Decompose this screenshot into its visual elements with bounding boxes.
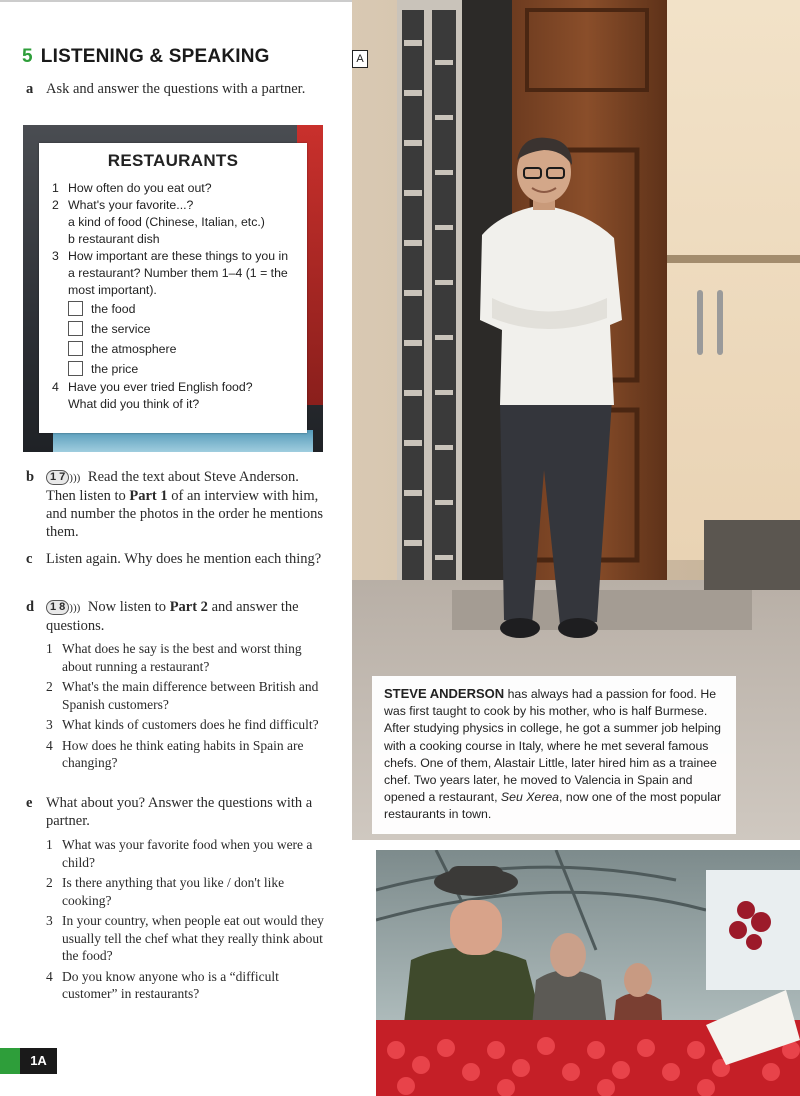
ranking-item-service (39, 319, 307, 339)
part-a (26, 80, 326, 98)
q-number: 3 (46, 717, 53, 732)
audio-track-number: 1 8 (50, 601, 66, 613)
part-d-body (46, 598, 326, 635)
part-d-text-1: Now listen to (84, 599, 170, 615)
q-text: What's the main difference between British and Spanish customers? (62, 679, 319, 712)
market-photo (376, 850, 800, 1096)
q-number: 1 (46, 641, 53, 656)
restaurants-q2-b: b restaurant dish (68, 232, 160, 246)
q-text: Is there anything that you like / don't like cooking? (62, 875, 285, 908)
section-heading (22, 46, 270, 68)
q-text: How does he think eating habits in Spain are changing? (62, 737, 304, 770)
part-a-text: Ask and answer the questions with a partner. (46, 81, 306, 97)
part-b-text-1: Read the text about Steve Anderson. Then listen to (46, 469, 299, 504)
bio-text-2: , now one of the most popular restaurants in town. (384, 790, 722, 822)
list-item (46, 678, 331, 713)
ranking-label: the atmosphere (91, 342, 177, 356)
part-b-letter: b (26, 469, 35, 485)
audio-wave-icon: ))) (69, 472, 81, 484)
audio-track-badge[interactable] (46, 470, 69, 485)
part-e-text: What about you? Answer the questions with a partner. (46, 795, 313, 829)
q-number: 4 (46, 737, 53, 753)
restaurants-q4 (39, 379, 283, 413)
bio-restaurant-name: Seu Xerea (500, 790, 560, 805)
ranking-label: the food (91, 302, 136, 316)
list-item (46, 640, 331, 675)
q-number: 4 (52, 380, 59, 394)
q-number: 3 (46, 913, 53, 928)
part-d-bold: Part 2 (169, 599, 208, 615)
q-number: 2 (46, 875, 53, 890)
part-c-letter: c (26, 551, 33, 567)
page-number: 1A (20, 1048, 57, 1074)
ranking-item-food (39, 299, 307, 319)
page-number-badge (0, 1048, 57, 1074)
q-text: Have you ever tried English food? What did you think of it? (68, 380, 253, 411)
section-number: 5 (22, 46, 33, 67)
q-text: What kinds of customers does he find difficult? (62, 717, 319, 732)
part-d-letter: d (26, 599, 35, 615)
q-text: How often do you eat out? (68, 181, 212, 195)
restaurants-questionnaire-card (39, 143, 307, 433)
list-item (46, 716, 331, 734)
ranking-checkbox[interactable] (68, 341, 83, 356)
audio-wave-icon: ))) (69, 602, 81, 614)
list-item (46, 874, 331, 909)
part-c (26, 550, 326, 568)
part-b-bold: Part 1 (129, 488, 168, 504)
restaurants-q1 (39, 180, 307, 197)
ranking-checkbox[interactable] (68, 361, 83, 376)
list-item (46, 836, 331, 871)
part-b-text-2: of an interview with him, and number the photos in the order he mentions them. (46, 488, 324, 540)
bio-name: STEVE ANDERSON (384, 686, 505, 701)
audio-track-number: 1 7 (50, 471, 66, 483)
part-d-questions (46, 640, 331, 775)
ranking-label: the service (91, 322, 151, 336)
ranking-item-atmosphere (39, 339, 307, 359)
part-c-text: Listen again. Why does he mention each thing? (46, 551, 322, 567)
part-b-body (46, 468, 326, 541)
ranking-label: the price (91, 362, 139, 376)
blue-light-decor (53, 430, 313, 452)
q-text: What's your favorite...? (68, 198, 194, 212)
market-photo-illustration (376, 850, 800, 1096)
list-item (46, 737, 331, 772)
part-e-letter: e (26, 795, 33, 811)
part-e-questions (46, 836, 331, 1006)
part-e (26, 794, 326, 830)
q-number: 2 (52, 198, 59, 212)
q-number: 1 (46, 837, 53, 852)
q-text: Do you know anyone who is a “difficult customer” in restaurants? (62, 968, 279, 1001)
steve-anderson-bio (372, 676, 736, 834)
page-badge-accent (0, 1048, 20, 1074)
exercise-column (0, 0, 345, 1096)
q-number: 2 (46, 679, 53, 694)
ranking-item-price (39, 359, 307, 379)
audio-track-badge[interactable] (46, 600, 69, 615)
restaurants-q3 (39, 248, 293, 299)
list-item (46, 912, 331, 965)
q-number: 4 (46, 968, 53, 984)
section-title: LISTENING & SPEAKING (40, 46, 270, 67)
restaurants-title: RESTAURANTS (107, 151, 239, 170)
q-text: What was your favorite food when you were a child? (62, 837, 313, 870)
ranking-checkbox[interactable] (68, 321, 83, 336)
q-text: In your country, when people eat out would they usually tell the chef what they really think about the food? (62, 913, 324, 963)
part-b (26, 468, 326, 541)
bio-text-1: has always had a passion for food. He was first taught to cook by his mother, who is half Burmese. After studying physics in college, he got a summer job helping with a cooking course in Italy, where he met several famous chefs. One of them, Alastair Little, later hired him as a trainee chef. Two years later, he moved to Valencia in Spain and opened a restaurant, (384, 687, 721, 805)
photo-label: A (352, 50, 368, 68)
q-number: 1 (52, 181, 59, 195)
restaurants-q2 (39, 197, 307, 214)
part-d (26, 598, 326, 635)
q-text: What does he say is the best and worst thing about running a restaurant? (62, 641, 302, 674)
q-number: 3 (52, 249, 59, 263)
list-item (46, 968, 331, 1003)
ranking-checkbox[interactable] (68, 301, 83, 316)
part-a-letter: a (26, 81, 34, 97)
part-d-text-2: and answer the questions. (46, 599, 299, 634)
q-text: How important are these things to you in a restaurant? Number them 1–4 (1 = the most important). (68, 249, 289, 297)
restaurants-q2-a: a kind of food (Chinese, Italian, etc.) (68, 215, 265, 229)
